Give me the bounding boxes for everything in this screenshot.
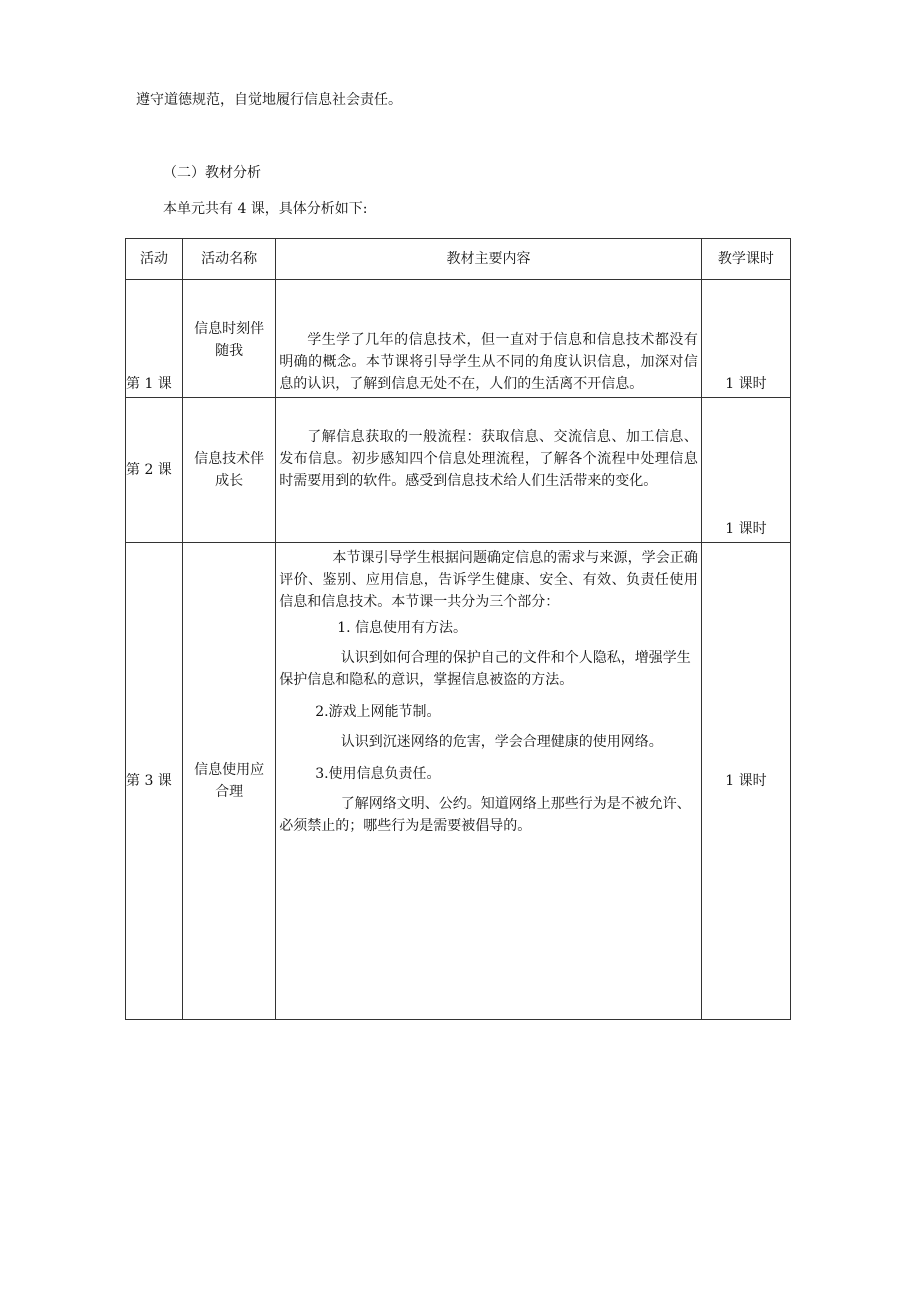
lesson-analysis-table [125,238,791,1020]
intro-line: 遵守道德规范，自觉地履行信息社会责任。 [136,92,402,108]
part-desc: 认识到沉迷网络的危害，学会合理健康的使用网络。 [340,734,663,750]
part-desc: 了解网络文明、公约。知道网络上那些行为是不被允许、必须禁止的；哪些行为是需要被倡导的。 [279,796,691,834]
part-title: 1. 信息使用有方法。 [337,620,468,636]
content-text: 了解信息获取的一般流程：获取信息、交流信息、加工信息、发布信息。初步感知四个信息处理流程，了解各个流程中处理信息时需要用到的软件。感受到信息技术给人们生活带来的变化。 [279,429,698,489]
activity-cell: 第 3 课 [126,543,183,1020]
hours-cell: 1 课时 [701,280,790,398]
part-desc: 认识到如何合理的保护自己的文件和个人隐私，增强学生保护信息和隐私的意识，掌握信息被盗的方法。 [279,650,691,688]
table-row [126,543,791,1020]
header-content: 教材主要内容 [276,239,702,280]
header-activity: 活动 [126,239,183,280]
header-activity-name: 活动名称 [183,239,276,280]
part-title: 2.游戏上网能节制。 [315,704,441,720]
activity-name-cell: 信息技术伴成长 [183,398,276,543]
activity-name-cell: 信息使用应合理 [183,543,276,1020]
content-cell [276,280,702,398]
content-cell [276,398,702,543]
activity-name-cell: 信息时刻伴随我 [183,280,276,398]
hours-cell: 1 课时 [701,543,790,1020]
table-row [126,398,791,543]
table-row [126,280,791,398]
activity-cell: 第 2 课 [126,398,183,543]
content-intro: 本节课引导学生根据问题确定信息的需求与来源，学会正确评价、鉴别、应用信息，告诉学生健康、安全、有效、负责任使用信息和信息技术。本节课一共分为三个部分： [279,550,698,610]
section-heading: （二）教材分析 [163,165,261,181]
table-header-row [126,239,791,280]
header-hours: 教学课时 [701,239,790,280]
section-intro: 本单元共有 4 课，具体分析如下: [163,201,368,217]
part-title: 3.使用信息负责任。 [315,766,441,782]
hours-cell: 1 课时 [701,398,790,543]
content-cell [276,543,702,1020]
content-text: 学生学了几年的信息技术，但一直对于信息和信息技术都没有明确的概念。本节课将引导学生从不同的角度认识信息，加深对信息的认识，了解到信息无处不在，人们的生活离不开信息。 [279,332,698,392]
activity-cell: 第 1 课 [126,280,183,398]
